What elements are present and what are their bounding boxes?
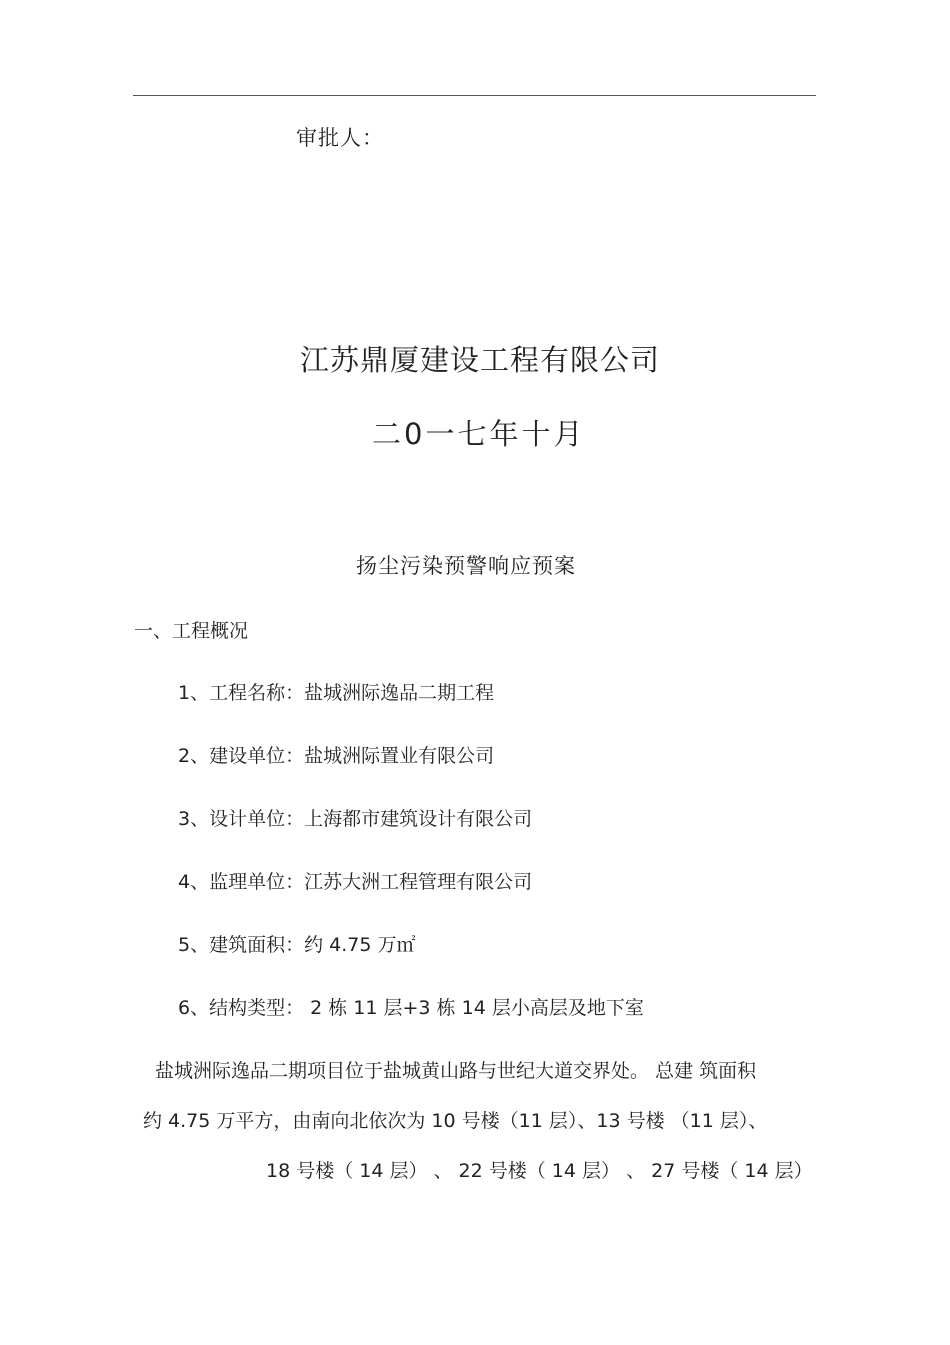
- document-title: 扬尘污染预警响应预案: [356, 554, 576, 578]
- company-name: 江苏鼎厦建设工程有限公司: [300, 343, 661, 377]
- developer-item: 2、建设单位：盐城洲际置业有限公司: [178, 745, 495, 767]
- section-heading: 一、工程概况: [134, 620, 249, 642]
- paragraph-line: 盐城洲际逸品二期项目位于盐城黄山路与世纪大道交界处。 总建 筑面积: [155, 1060, 757, 1082]
- cover-date: 二0一七年十月: [372, 417, 586, 451]
- floor-area-item: 5、建筑面积：约 4.75 万㎡: [178, 934, 416, 956]
- header-rule: [133, 95, 816, 96]
- approver-label: 审批人：: [296, 126, 384, 150]
- paragraph-line: 约 4.75 万平方，由南向北依次为 10 号楼（11 层）、13 号楼 （11 层）、: [143, 1110, 768, 1132]
- supervisor-item: 4、监理单位：江苏大洲工程管理有限公司: [178, 871, 533, 893]
- project-name-item: 1、工程名称：盐城洲际逸品二期工程: [178, 682, 495, 704]
- paragraph-line: 18 号楼（ 14 层） 、 22 号楼（ 14 层） 、 27 号楼（ 14 层）: [266, 1160, 813, 1182]
- designer-item: 3、设计单位：上海都市建筑设计有限公司: [178, 808, 533, 830]
- structure-type-item: 6、结构类型： 2 栋 11 层+3 栋 14 层小高层及地下室: [178, 997, 644, 1019]
